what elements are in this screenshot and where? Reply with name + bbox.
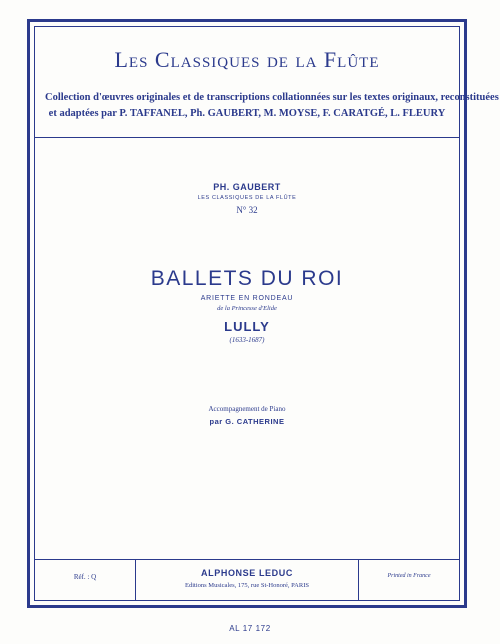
inner-frame [34, 26, 499, 601]
work-subtitle: ARIETTE EN RONDEAU [200, 295, 294, 302]
accompaniment-label: Accompagnement de Piano [208, 405, 286, 413]
series-number: N° 32 [236, 205, 258, 215]
footer-right-cell [358, 560, 459, 600]
composer-dates: (1633-1687) [229, 336, 265, 344]
header [35, 27, 499, 138]
author: PH. GAUBERT [213, 182, 281, 192]
footer [35, 559, 459, 600]
work-title: BALLETS DU ROI [150, 267, 344, 290]
series-title: Les Classiques de la Flûte [114, 47, 380, 72]
publisher-name: ALPHONSE LEDUC [201, 568, 293, 578]
footer-left-cell [35, 560, 136, 600]
dedication: de la Princesse d'Elide [217, 305, 277, 312]
collection-description-line-2: et adaptées par P. TAFFANEL, Ph. GAUBERT, M. MOYSE, F. CARATGÉ, L. FLEURY [48, 108, 446, 119]
composer: LULLY [224, 319, 270, 334]
catalog-number: AL 17 172 [229, 624, 271, 633]
outer-frame [27, 19, 499, 608]
printed-in-label: Printed in France [387, 573, 431, 579]
reference-code: Réf. : Q [73, 573, 97, 581]
publisher-address: Editions Musicales, 175, rue St-Honoré, PARIS [185, 582, 309, 589]
collection-description-line-1: Collection d'œuvres originales et de transcriptions collationnées sur les textes originaux, reconstituées [45, 92, 499, 103]
arranger: par G. CATHERINE [209, 417, 285, 426]
series-subtitle: LES CLASSIQUES DE LA FLÛTE [197, 195, 297, 201]
